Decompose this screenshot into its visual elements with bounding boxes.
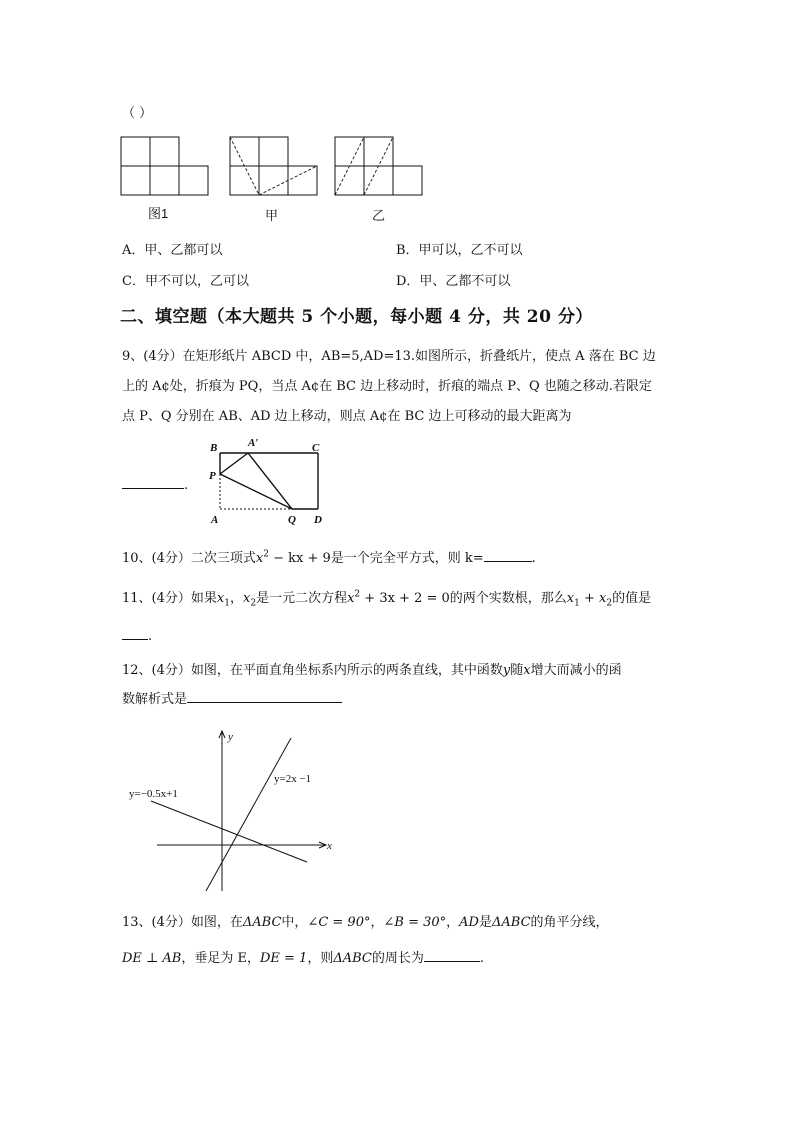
yi-caption: 乙 <box>372 208 386 223</box>
yi-cell <box>364 137 393 166</box>
jia-cell <box>259 137 288 166</box>
q13-text-e: ，垂足为 E， <box>181 951 260 966</box>
line-two-x <box>206 738 291 891</box>
section-heading: 二、填空题（本大题共 5 个小题，每小题 4 分，共 20 分） <box>120 307 593 327</box>
label-p: P <box>209 470 216 482</box>
fig1-caption: 图1 <box>148 206 169 221</box>
q11-mid2: 的两个实数根，那么 <box>449 591 567 606</box>
q12-line2 <box>122 688 342 707</box>
q11-eq-x: x <box>347 591 355 606</box>
fig1-cell <box>121 137 150 166</box>
q13-end: . <box>479 951 485 966</box>
line-neg-half <box>151 801 307 862</box>
label-b: B <box>210 442 218 454</box>
fig1-cell <box>121 166 150 195</box>
q9-line2: 上的 A¢处，折痕为 PQ，当点 A¢在 BC 边上移动时，折痕的端点 P、Q 也随之移动.若限定 <box>122 379 652 394</box>
q13-text-g: 的周长为 <box>371 951 424 966</box>
q9-rectangle-figure <box>205 432 335 527</box>
fig1-cell <box>150 166 179 195</box>
q11-suffix: 的值是 <box>612 591 652 606</box>
q9-answer-blank[interactable] <box>122 474 184 489</box>
q13-comma-1: ， <box>370 915 384 930</box>
q11-eq-exp: 2 <box>354 589 361 600</box>
yi-cell <box>364 166 393 195</box>
yi-cell <box>335 166 364 195</box>
yi-cell <box>393 166 422 195</box>
q11-sum-b-sub: 2 <box>606 598 613 609</box>
label-line-two-x: y=2x −1 <box>274 773 312 785</box>
jia-caption: 甲 <box>265 208 279 223</box>
fold-pa-prime <box>220 453 248 474</box>
option-c: C．甲不可以，乙可以 <box>122 274 249 289</box>
q13-triangle-3: ΔABC <box>333 951 372 966</box>
q9-line1: 9、(4分）在矩形纸片 ABCD 中，AB=5,AD=13.如图所示，折叠纸片，使点 A 落在 BC 边 <box>122 349 656 364</box>
option-b: B．甲可以，乙不可以 <box>396 243 523 258</box>
q13-text-c: 是 <box>478 915 492 930</box>
answer-bracket: （ ） <box>122 106 153 121</box>
q10-exp: 2 <box>263 549 269 560</box>
q13-line2 <box>122 947 484 966</box>
q11-sum-b: x <box>599 591 607 606</box>
q13-text-d: 的角平分线， <box>530 915 609 930</box>
q13-angle-b: ∠B = 30° <box>383 915 447 930</box>
q13-triangle-1: ΔABC <box>242 915 282 930</box>
q10-prefix: 10、(4分）二次三项式 <box>122 551 256 566</box>
q11-mid1: 是一元二次方程 <box>256 591 348 606</box>
q13-triangle-2: ΔABC <box>492 915 531 930</box>
q11-x1-sub: 1 <box>224 598 230 609</box>
q13-text-b: 中， <box>281 915 308 930</box>
q13-angle-c: ∠C = 90° <box>307 915 371 930</box>
option-a: A．甲、乙都可以 <box>122 243 223 258</box>
q13-perpendicular: DE ⊥ AB <box>122 951 182 966</box>
q12-coordinate-graph <box>125 726 340 896</box>
q12-x: x <box>523 663 531 678</box>
q12-text-a: 12、(4分）如图，在平面直角坐标系内所示的两条直线，其中函数 <box>122 663 503 678</box>
label-c: C <box>312 442 320 454</box>
label-y-axis: y <box>228 731 233 743</box>
q12-text-d: 数解析式是 <box>122 692 188 707</box>
fold-a-prime-q <box>248 453 292 509</box>
q11-x2: x <box>242 591 251 606</box>
q13-text-f: ，则 <box>307 951 334 966</box>
q11-answer <box>122 625 152 644</box>
label-x-axis: x <box>327 840 332 852</box>
fig1-cell <box>150 137 179 166</box>
q11-sep: ， <box>229 591 243 606</box>
q12-y: y <box>502 663 511 678</box>
q9-line3: 点 P、Q 分别在 AB、AD 边上移动，则点 A¢在 BC 边上可移动的最大距离为 <box>122 409 572 424</box>
q13-ad: AD <box>459 915 479 930</box>
jia-cell <box>230 166 259 195</box>
jia-cell <box>288 166 317 195</box>
q11-answer-blank[interactable] <box>122 625 148 640</box>
q11-sum-a: x <box>566 591 575 606</box>
q10-line <box>122 547 536 566</box>
q9-end: . <box>184 478 189 493</box>
q9-answer <box>122 474 188 493</box>
q11-end: . <box>148 629 153 644</box>
label-a: A <box>211 514 219 526</box>
label-a-prime: A′ <box>248 437 259 449</box>
q10-end: . <box>531 551 536 566</box>
q13-text-a: 13、(4分）如图，在 <box>122 915 243 930</box>
q12-line1 <box>122 659 622 678</box>
q10-expression: − kx + 9 <box>268 551 331 566</box>
label-line-neg-half: y=−0.5x+1 <box>129 788 178 800</box>
yi-cell <box>335 137 364 166</box>
jia-cell <box>230 137 259 166</box>
q13-answer-blank[interactable] <box>424 947 480 962</box>
crease-pq <box>220 474 292 509</box>
q13-comma-2: ， <box>446 915 460 930</box>
q10-x: x <box>255 551 264 566</box>
jia-cell <box>259 166 288 195</box>
q12-text-c: 增大而减小的函 <box>530 663 622 678</box>
q11-prefix: 11、(4分）如果 <box>122 591 217 606</box>
q10-answer-blank[interactable] <box>484 547 532 562</box>
q13-de-length: DE = 1 <box>259 951 308 966</box>
q10-suffix: 是一个完全平方式，则 k= <box>330 551 484 566</box>
q13-line1 <box>122 911 609 930</box>
q11-sum-plus: + <box>579 591 600 606</box>
q11-x1: x <box>216 591 225 606</box>
q12-answer-blank[interactable] <box>187 688 342 703</box>
grid-figures <box>118 134 428 198</box>
label-q: Q <box>288 514 296 526</box>
q11-x2-sub: 2 <box>250 598 257 609</box>
q11-equation: + 3x + 2 = 0 <box>360 591 450 606</box>
option-d: D．甲、乙都不可以 <box>396 274 511 289</box>
q12-text-b: 随 <box>510 663 524 678</box>
q11-line <box>122 587 651 609</box>
q11-sum-a-sub: 1 <box>574 598 580 609</box>
label-d: D <box>314 514 322 526</box>
fig1-cell <box>179 166 208 195</box>
